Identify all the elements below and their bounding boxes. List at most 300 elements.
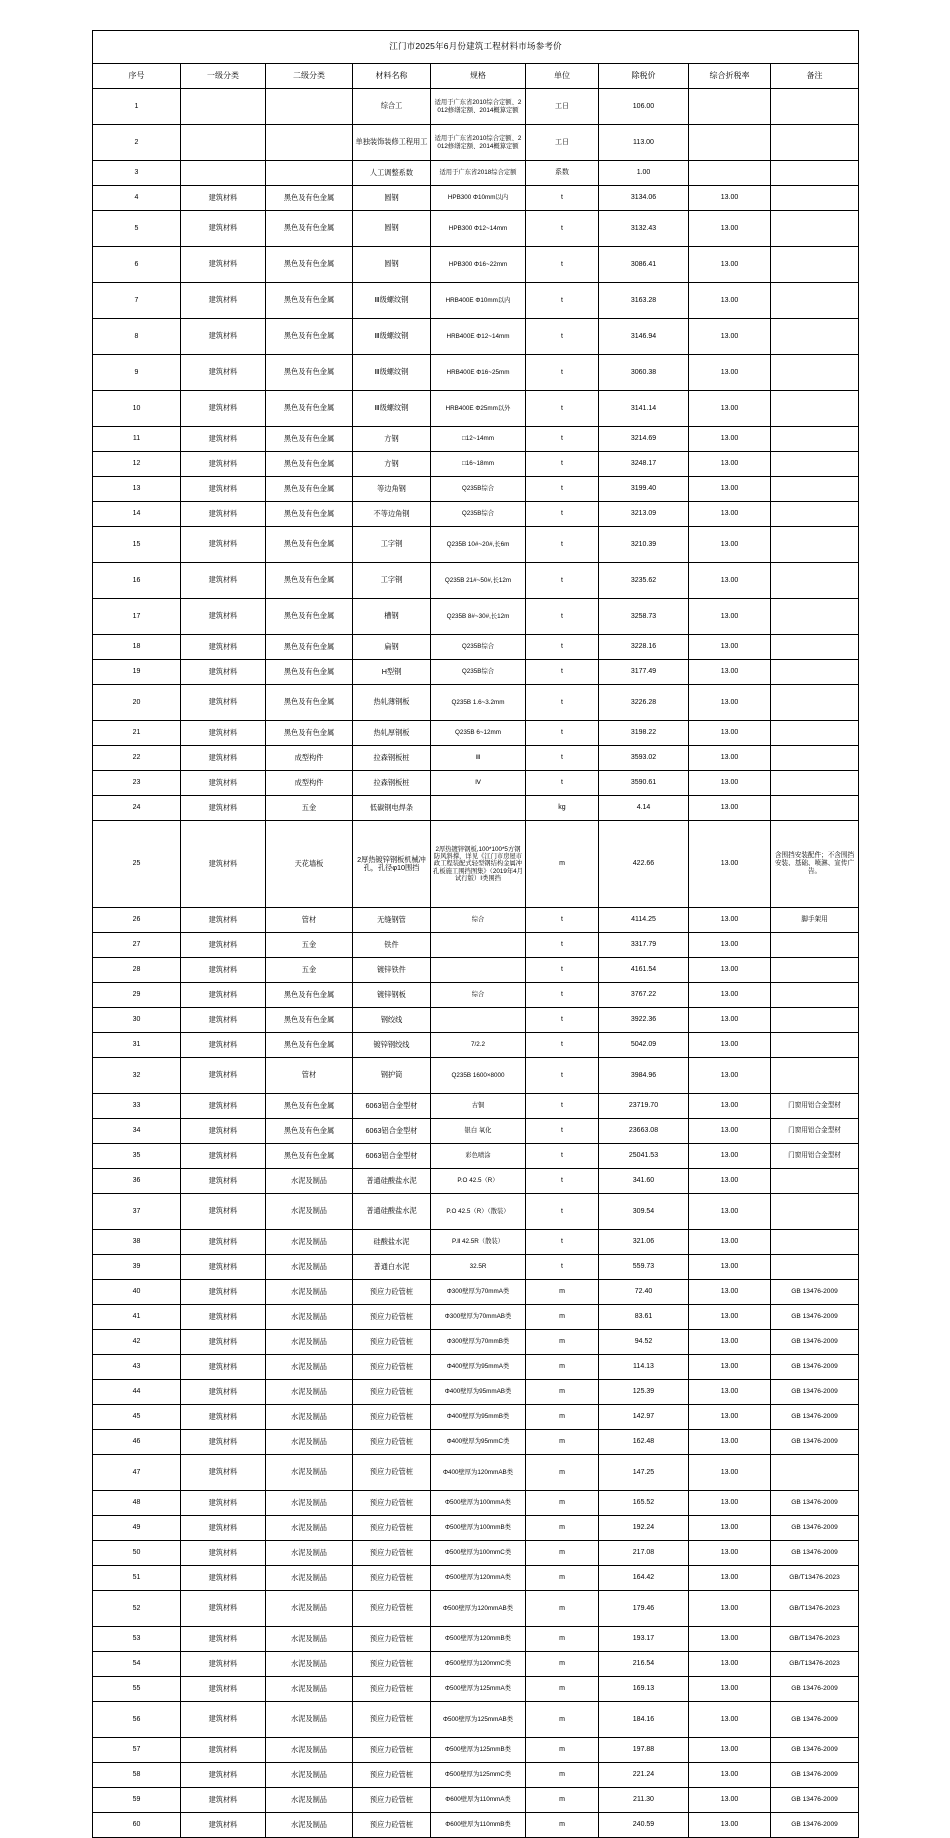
cell-index: 32: [93, 1058, 181, 1094]
cell-material-name: 6063铝合金型材: [353, 1119, 431, 1144]
table-row[interactable]: [93, 1330, 859, 1355]
cell-category-2: 水泥及制品: [266, 1455, 353, 1491]
cell-unit: t: [526, 283, 599, 319]
cell-material-name: 预应力砼管桩: [353, 1702, 431, 1738]
cell-category-2: 水泥及制品: [266, 1255, 353, 1280]
table-row[interactable]: [93, 1255, 859, 1280]
cell-tax-rate: 13.00: [689, 1566, 771, 1591]
cell-index: 24: [93, 796, 181, 821]
cell-category-2: 五金: [266, 796, 353, 821]
table-row[interactable]: [93, 796, 859, 821]
table-row[interactable]: [93, 1405, 859, 1430]
cell-remark: GB/T13476-2023: [771, 1627, 859, 1652]
cell-spec: Q235B综合: [431, 477, 526, 502]
cell-tax-rate: 13.00: [689, 721, 771, 746]
table-row[interactable]: [93, 563, 859, 599]
cell-tax-rate: 13.00: [689, 452, 771, 477]
table-row[interactable]: [93, 211, 859, 247]
table-row[interactable]: [93, 319, 859, 355]
table-row[interactable]: [93, 721, 859, 746]
cell-category-2: 水泥及制品: [266, 1380, 353, 1405]
table-row[interactable]: [93, 186, 859, 211]
cell-remark: [771, 211, 859, 247]
cell-spec: HRB400E Φ10mm以内: [431, 283, 526, 319]
cell-tax-rate: 13.00: [689, 1380, 771, 1405]
table-row[interactable]: [93, 821, 859, 908]
cell-index: 35: [93, 1144, 181, 1169]
cell-category-2: 黑色及有色金属: [266, 660, 353, 685]
cell-price: 4.14: [599, 796, 689, 821]
cell-price: 3132.43: [599, 211, 689, 247]
cell-category-2: 水泥及制品: [266, 1355, 353, 1380]
cell-category-2: 水泥及制品: [266, 1652, 353, 1677]
cell-category-2: 水泥及制品: [266, 1541, 353, 1566]
cell-price: 3134.06: [599, 186, 689, 211]
cell-unit: t: [526, 1144, 599, 1169]
cell-unit: t: [526, 355, 599, 391]
table-row[interactable]: [93, 391, 859, 427]
cell-category-1: 建筑材料: [181, 1627, 266, 1652]
cell-category-1: 建筑材料: [181, 452, 266, 477]
cell-spec: Φ500壁厚为120mmB类: [431, 1627, 526, 1652]
cell-remark: 门窗用铝合金型材: [771, 1094, 859, 1119]
cell-category-1: 建筑材料: [181, 1008, 266, 1033]
cell-remark: GB 13476-2009: [771, 1430, 859, 1455]
cell-unit: m: [526, 1677, 599, 1702]
table-row[interactable]: [93, 1144, 859, 1169]
cell-remark: [771, 933, 859, 958]
cell-unit: t: [526, 746, 599, 771]
cell-material-name: 硅酸盐水泥: [353, 1230, 431, 1255]
cell-material-name: 预应力砼管桩: [353, 1491, 431, 1516]
cell-category-1: 建筑材料: [181, 635, 266, 660]
cell-tax-rate: 13.00: [689, 391, 771, 427]
cell-material-name: 预应力砼管桩: [353, 1455, 431, 1491]
cell-index: 18: [93, 635, 181, 660]
table-head: [93, 31, 859, 89]
cell-remark: GB/T13476-2023: [771, 1652, 859, 1677]
header-category-1: 一级分类: [181, 64, 266, 89]
cell-material-name: 预应力砼管桩: [353, 1738, 431, 1763]
cell-category-1: 建筑材料: [181, 685, 266, 721]
cell-remark: GB 13476-2009: [771, 1280, 859, 1305]
cell-category-2: 黑色及有色金属: [266, 1119, 353, 1144]
cell-material-name: 预应力砼管桩: [353, 1627, 431, 1652]
table-row[interactable]: [93, 635, 859, 660]
cell-remark: [771, 391, 859, 427]
table-row[interactable]: [93, 247, 859, 283]
table-row[interactable]: [93, 1380, 859, 1405]
table-row[interactable]: [93, 1094, 859, 1119]
cell-tax-rate: 13.00: [689, 746, 771, 771]
cell-unit: t: [526, 908, 599, 933]
cell-category-1: 建筑材料: [181, 1305, 266, 1330]
cell-tax-rate: 13.00: [689, 502, 771, 527]
cell-index: 50: [93, 1541, 181, 1566]
cell-unit: m: [526, 821, 599, 908]
cell-category-1: 建筑材料: [181, 1380, 266, 1405]
table-row[interactable]: [93, 1280, 859, 1305]
cell-remark: GB 13476-2009: [771, 1763, 859, 1788]
cell-unit: t: [526, 452, 599, 477]
table-row[interactable]: [93, 746, 859, 771]
cell-material-name: 预应力砼管桩: [353, 1330, 431, 1355]
table-row[interactable]: [93, 1230, 859, 1255]
table-row[interactable]: [93, 283, 859, 319]
cell-category-2: 水泥及制品: [266, 1516, 353, 1541]
table-row[interactable]: [93, 1788, 859, 1813]
table-row[interactable]: [93, 771, 859, 796]
cell-index: 40: [93, 1280, 181, 1305]
cell-price: 3198.22: [599, 721, 689, 746]
cell-category-2: 黑色及有色金属: [266, 563, 353, 599]
column-header-row: [93, 64, 859, 89]
cell-price: 217.08: [599, 1541, 689, 1566]
cell-tax-rate: 13.00: [689, 283, 771, 319]
cell-category-1: 建筑材料: [181, 796, 266, 821]
cell-remark: [771, 721, 859, 746]
cell-remark: [771, 796, 859, 821]
cell-tax-rate: 13.00: [689, 186, 771, 211]
cell-category-2: 水泥及制品: [266, 1430, 353, 1455]
cell-index: 31: [93, 1033, 181, 1058]
cell-tax-rate: 13.00: [689, 599, 771, 635]
cell-unit: 工日: [526, 125, 599, 161]
cell-category-2: 水泥及制品: [266, 1305, 353, 1330]
cell-unit: m: [526, 1280, 599, 1305]
table-row[interactable]: [93, 1491, 859, 1516]
cell-unit: t: [526, 1169, 599, 1194]
table-row[interactable]: [93, 1430, 859, 1455]
cell-remark: GB 13476-2009: [771, 1788, 859, 1813]
cell-index: 60: [93, 1813, 181, 1838]
cell-price: 5042.09: [599, 1033, 689, 1058]
table-row[interactable]: [93, 1738, 859, 1763]
cell-spec: 适用于广东省2018综合定额: [431, 161, 526, 186]
cell-unit: t: [526, 599, 599, 635]
cell-material-name: 圆钢: [353, 247, 431, 283]
cell-index: 56: [93, 1702, 181, 1738]
cell-material-name: 镀锌钢绞线: [353, 1033, 431, 1058]
cell-spec: Ⅲ: [431, 746, 526, 771]
cell-price: 3258.73: [599, 599, 689, 635]
cell-unit: 工日: [526, 89, 599, 125]
cell-unit: m: [526, 1516, 599, 1541]
cell-remark: GB 13476-2009: [771, 1813, 859, 1838]
cell-category-2: 黑色及有色金属: [266, 685, 353, 721]
cell-price: 94.52: [599, 1330, 689, 1355]
cell-material-name: 等边角钢: [353, 477, 431, 502]
cell-index: 34: [93, 1119, 181, 1144]
cell-price: 169.13: [599, 1677, 689, 1702]
cell-price: 3163.28: [599, 283, 689, 319]
cell-spec: 32.5R: [431, 1255, 526, 1280]
cell-material-name: 预应力砼管桩: [353, 1788, 431, 1813]
cell-material-name: 单独装饰装修工程用工: [353, 125, 431, 161]
cell-unit: m: [526, 1652, 599, 1677]
table-row[interactable]: [93, 1627, 859, 1652]
cell-category-1: 建筑材料: [181, 1280, 266, 1305]
cell-tax-rate: 13.00: [689, 1033, 771, 1058]
cell-category-1: 建筑材料: [181, 247, 266, 283]
cell-tax-rate: 13.00: [689, 958, 771, 983]
cell-tax-rate: [689, 125, 771, 161]
table-row[interactable]: [93, 685, 859, 721]
cell-category-2: 天花墙板: [266, 821, 353, 908]
cell-index: 59: [93, 1788, 181, 1813]
cell-spec: Φ400壁厚为95mmC类: [431, 1430, 526, 1455]
cell-index: 4: [93, 186, 181, 211]
cell-tax-rate: 13.00: [689, 1813, 771, 1838]
cell-remark: GB 13476-2009: [771, 1491, 859, 1516]
cell-price: 3248.17: [599, 452, 689, 477]
cell-material-name: 预应力砼管桩: [353, 1541, 431, 1566]
cell-unit: t: [526, 527, 599, 563]
cell-tax-rate: 13.00: [689, 1591, 771, 1627]
cell-price: 72.40: [599, 1280, 689, 1305]
cell-price: 216.54: [599, 1652, 689, 1677]
table-row[interactable]: [93, 1194, 859, 1230]
cell-category-1: 建筑材料: [181, 1491, 266, 1516]
cell-category-2: 成型构件: [266, 771, 353, 796]
cell-category-2: 水泥及制品: [266, 1330, 353, 1355]
cell-remark: GB/T13476-2023: [771, 1566, 859, 1591]
cell-tax-rate: 13.00: [689, 1008, 771, 1033]
cell-category-1: 建筑材料: [181, 1094, 266, 1119]
cell-remark: GB/T13476-2023: [771, 1591, 859, 1627]
cell-unit: t: [526, 1230, 599, 1255]
cell-spec: 适用于广东省2010综合定额、2012修缮定额、2014概算定额: [431, 125, 526, 161]
cell-material-name: 槽钢: [353, 599, 431, 635]
cell-material-name: 预应力砼管桩: [353, 1516, 431, 1541]
table-row[interactable]: [93, 125, 859, 161]
cell-tax-rate: 13.00: [689, 796, 771, 821]
table-row[interactable]: [93, 1008, 859, 1033]
cell-category-1: 建筑材料: [181, 1677, 266, 1702]
cell-category-2: 黑色及有色金属: [266, 1094, 353, 1119]
cell-price: 1.00: [599, 161, 689, 186]
table-row[interactable]: [93, 1702, 859, 1738]
cell-tax-rate: 13.00: [689, 660, 771, 685]
cell-price: 3228.16: [599, 635, 689, 660]
header-spec: 规格: [431, 64, 526, 89]
header-price: 除税价: [599, 64, 689, 89]
cell-remark: [771, 477, 859, 502]
cell-price: 179.46: [599, 1591, 689, 1627]
table-row[interactable]: [93, 1591, 859, 1627]
cell-category-1: 建筑材料: [181, 563, 266, 599]
cell-material-name: H型钢: [353, 660, 431, 685]
cell-tax-rate: 13.00: [689, 1305, 771, 1330]
cell-tax-rate: 13.00: [689, 1702, 771, 1738]
table-row[interactable]: [93, 89, 859, 125]
cell-index: 11: [93, 427, 181, 452]
cell-category-2: 黑色及有色金属: [266, 355, 353, 391]
cell-remark: 含围挡安装配件；不含围挡安装、基础、喷淋、宣传广告。: [771, 821, 859, 908]
table-row[interactable]: [93, 599, 859, 635]
cell-remark: [771, 1033, 859, 1058]
table-row[interactable]: [93, 1813, 859, 1838]
cell-index: 20: [93, 685, 181, 721]
cell-spec: 7/2.2: [431, 1033, 526, 1058]
cell-remark: [771, 319, 859, 355]
cell-unit: t: [526, 1255, 599, 1280]
cell-material-name: 热轧厚钢板: [353, 721, 431, 746]
table-row[interactable]: [93, 1455, 859, 1491]
table-row[interactable]: [93, 1119, 859, 1144]
cell-tax-rate: 13.00: [689, 477, 771, 502]
cell-category-2: 水泥及制品: [266, 1169, 353, 1194]
cell-remark: [771, 427, 859, 452]
cell-remark: [771, 1194, 859, 1230]
cell-category-2: 水泥及制品: [266, 1491, 353, 1516]
cell-tax-rate: 13.00: [689, 1255, 771, 1280]
cell-remark: [771, 746, 859, 771]
cell-spec: Φ400壁厚为120mmAB类: [431, 1455, 526, 1491]
cell-material-name: 镀锌铁件: [353, 958, 431, 983]
cell-index: 16: [93, 563, 181, 599]
cell-unit: t: [526, 958, 599, 983]
cell-tax-rate: [689, 161, 771, 186]
cell-category-2: 五金: [266, 933, 353, 958]
cell-index: 7: [93, 283, 181, 319]
table-row[interactable]: [93, 527, 859, 563]
cell-price: 23663.08: [599, 1119, 689, 1144]
cell-category-2: 黑色及有色金属: [266, 599, 353, 635]
table-row[interactable]: [93, 660, 859, 685]
cell-price: 106.00: [599, 89, 689, 125]
cell-index: 1: [93, 89, 181, 125]
cell-category-2: 水泥及制品: [266, 1194, 353, 1230]
cell-remark: [771, 771, 859, 796]
table-row[interactable]: [93, 427, 859, 452]
cell-spec: 银白 氧化: [431, 1119, 526, 1144]
table-row[interactable]: [93, 355, 859, 391]
cell-category-1: 建筑材料: [181, 1355, 266, 1380]
cell-spec: HPB300 Φ16~22mm: [431, 247, 526, 283]
cell-index: 5: [93, 211, 181, 247]
cell-index: 9: [93, 355, 181, 391]
table-row[interactable]: [93, 1516, 859, 1541]
cell-price: 3317.79: [599, 933, 689, 958]
cell-spec: Q235B 8#~30#,长12m: [431, 599, 526, 635]
table-row[interactable]: [93, 1033, 859, 1058]
cell-spec: Φ600壁厚为110mmA类: [431, 1788, 526, 1813]
cell-spec: Φ500壁厚为125mmC类: [431, 1763, 526, 1788]
cell-unit: m: [526, 1763, 599, 1788]
cell-index: 10: [93, 391, 181, 427]
cell-material-name: 预应力砼管桩: [353, 1566, 431, 1591]
cell-remark: [771, 1230, 859, 1255]
cell-category-2: 黑色及有色金属: [266, 452, 353, 477]
table-row[interactable]: [93, 1541, 859, 1566]
cell-material-name: 工字钢: [353, 527, 431, 563]
cell-index: 28: [93, 958, 181, 983]
cell-index: 17: [93, 599, 181, 635]
cell-price: 114.13: [599, 1355, 689, 1380]
cell-category-2: 水泥及制品: [266, 1813, 353, 1838]
cell-material-name: 预应力砼管桩: [353, 1763, 431, 1788]
table-row[interactable]: [93, 983, 859, 1008]
cell-material-name: 预应力砼管桩: [353, 1305, 431, 1330]
cell-material-name: Ⅲ级螺纹钢: [353, 355, 431, 391]
cell-unit: t: [526, 186, 599, 211]
cell-spec: P.O 42.5（R）: [431, 1169, 526, 1194]
table-row[interactable]: [93, 1355, 859, 1380]
cell-tax-rate: 13.00: [689, 821, 771, 908]
cell-category-1: 建筑材料: [181, 1763, 266, 1788]
table-row[interactable]: [93, 908, 859, 933]
cell-unit: m: [526, 1455, 599, 1491]
cell-spec: Φ500壁厚为120mmAB类: [431, 1591, 526, 1627]
cell-remark: GB 13476-2009: [771, 1305, 859, 1330]
cell-category-2: 黑色及有色金属: [266, 391, 353, 427]
cell-unit: m: [526, 1355, 599, 1380]
table-row[interactable]: [93, 1058, 859, 1094]
cell-material-name: 拉森钢板桩: [353, 746, 431, 771]
table-row[interactable]: [93, 452, 859, 477]
cell-material-name: 预应力砼管桩: [353, 1813, 431, 1838]
cell-category-2: 水泥及制品: [266, 1763, 353, 1788]
cell-material-name: 预应力砼管桩: [353, 1652, 431, 1677]
cell-category-2: 黑色及有色金属: [266, 635, 353, 660]
cell-category-1: 建筑材料: [181, 1330, 266, 1355]
cell-spec: Q235B 10#~20#,长6m: [431, 527, 526, 563]
table-row[interactable]: [93, 161, 859, 186]
cell-tax-rate: 13.00: [689, 635, 771, 660]
cell-index: 58: [93, 1763, 181, 1788]
cell-index: 2: [93, 125, 181, 161]
cell-price: 559.73: [599, 1255, 689, 1280]
cell-category-2: 水泥及制品: [266, 1566, 353, 1591]
cell-category-1: 建筑材料: [181, 1230, 266, 1255]
table-row[interactable]: [93, 1566, 859, 1591]
cell-unit: t: [526, 502, 599, 527]
cell-unit: t: [526, 771, 599, 796]
cell-spec: Φ500壁厚为125mmAB类: [431, 1702, 526, 1738]
cell-index: 46: [93, 1430, 181, 1455]
cell-category-2: 水泥及制品: [266, 1677, 353, 1702]
table-row[interactable]: [93, 1305, 859, 1330]
cell-spec: 彩色喷涂: [431, 1144, 526, 1169]
cell-spec: [431, 933, 526, 958]
cell-remark: GB 13476-2009: [771, 1330, 859, 1355]
cell-tax-rate: 13.00: [689, 1169, 771, 1194]
cell-tax-rate: 13.00: [689, 1355, 771, 1380]
table-row[interactable]: [93, 933, 859, 958]
cell-unit: t: [526, 1094, 599, 1119]
cell-remark: [771, 1169, 859, 1194]
cell-spec: Φ600壁厚为110mmB类: [431, 1813, 526, 1838]
table-row[interactable]: [93, 1677, 859, 1702]
cell-category-1: [181, 125, 266, 161]
cell-category-2: 成型构件: [266, 746, 353, 771]
table-row[interactable]: [93, 502, 859, 527]
table-row[interactable]: [93, 1652, 859, 1677]
cell-material-name: 普通硅酸盐水泥: [353, 1194, 431, 1230]
table-row[interactable]: [93, 958, 859, 983]
table-row[interactable]: [93, 1763, 859, 1788]
cell-material-name: 预应力砼管桩: [353, 1591, 431, 1627]
cell-category-2: 水泥及制品: [266, 1627, 353, 1652]
table-row[interactable]: [93, 477, 859, 502]
cell-tax-rate: 13.00: [689, 1627, 771, 1652]
cell-unit: t: [526, 211, 599, 247]
cell-spec: HPB300 Φ10mm以内: [431, 186, 526, 211]
cell-tax-rate: 13.00: [689, 355, 771, 391]
table-row[interactable]: [93, 1169, 859, 1194]
cell-spec: Ⅳ: [431, 771, 526, 796]
